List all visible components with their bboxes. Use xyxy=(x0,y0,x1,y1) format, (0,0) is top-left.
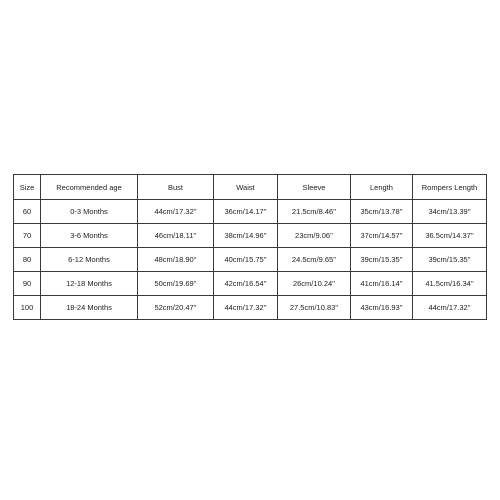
header-row xyxy=(14,175,487,200)
header-sleeve: Sleeve xyxy=(278,175,351,200)
cell-recommended-age: 3-6 Months xyxy=(41,224,138,248)
cell-waist: 38cm/14.96'' xyxy=(214,224,278,248)
cell-recommended-age: 18-24 Months xyxy=(41,296,138,320)
cell-sleeve: 27.5cm/10.83'' xyxy=(278,296,351,320)
cell-sleeve: 23cm/9.06'' xyxy=(278,224,351,248)
cell-bust: 48cm/18.90'' xyxy=(138,248,214,272)
cell-recommended-age: 12-18 Months xyxy=(41,272,138,296)
cell-length: 37cm/14.57'' xyxy=(351,224,413,248)
cell-recommended-age: 0-3 Months xyxy=(41,200,138,224)
cell-size: 80 xyxy=(14,248,41,272)
cell-bust: 52cm/20.47'' xyxy=(138,296,214,320)
table-row xyxy=(14,272,487,296)
cell-length: 39cm/15.35'' xyxy=(351,248,413,272)
cell-size: 100 xyxy=(14,296,41,320)
cell-length: 43cm/16.93'' xyxy=(351,296,413,320)
header-length: Length xyxy=(351,175,413,200)
cell-sleeve: 26cm/10.24'' xyxy=(278,272,351,296)
cell-waist: 44cm/17.32'' xyxy=(214,296,278,320)
cell-sleeve: 21.5cm/8.46'' xyxy=(278,200,351,224)
cell-recommended-age: 6-12 Months xyxy=(41,248,138,272)
size-chart-table xyxy=(13,174,487,320)
header-rompers-length: Rompers Length xyxy=(413,175,487,200)
cell-length: 35cm/13.78'' xyxy=(351,200,413,224)
table-row xyxy=(14,224,487,248)
cell-size: 60 xyxy=(14,200,41,224)
header-waist: Waist xyxy=(214,175,278,200)
cell-length: 41cm/16.14'' xyxy=(351,272,413,296)
header-bust: Bust xyxy=(138,175,214,200)
header-recommended-age: Recommended age xyxy=(41,175,138,200)
cell-size: 90 xyxy=(14,272,41,296)
cell-rompers-length: 41.5cm/16.34'' xyxy=(413,272,487,296)
cell-rompers-length: 39cm/15.35'' xyxy=(413,248,487,272)
cell-rompers-length: 34cm/13.39'' xyxy=(413,200,487,224)
cell-bust: 50cm/19.69'' xyxy=(138,272,214,296)
table-header xyxy=(14,175,487,200)
table-row xyxy=(14,200,487,224)
cell-rompers-length: 36.5cm/14.37'' xyxy=(413,224,487,248)
table-body xyxy=(14,200,487,320)
table-row xyxy=(14,248,487,272)
cell-waist: 36cm/14.17'' xyxy=(214,200,278,224)
table-row xyxy=(14,296,487,320)
cell-bust: 46cm/18.11'' xyxy=(138,224,214,248)
cell-waist: 42cm/16.54'' xyxy=(214,272,278,296)
header-size: Size xyxy=(14,175,41,200)
cell-size: 70 xyxy=(14,224,41,248)
cell-waist: 40cm/15.75'' xyxy=(214,248,278,272)
cell-bust: 44cm/17.32'' xyxy=(138,200,214,224)
cell-sleeve: 24.5cm/9.65'' xyxy=(278,248,351,272)
cell-rompers-length: 44cm/17.32'' xyxy=(413,296,487,320)
